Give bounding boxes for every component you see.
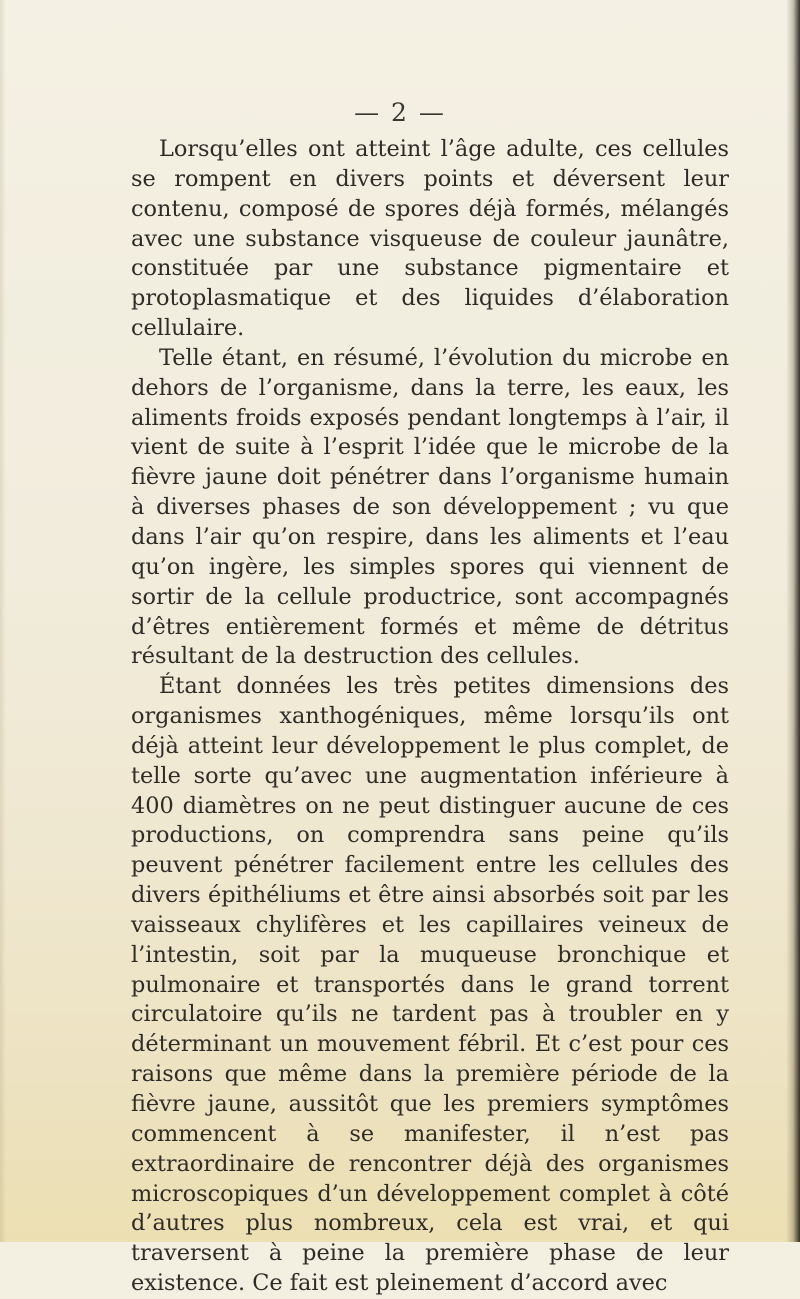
paragraph-1: Lorsqu’elles ont atteint l’âge adulte, ces cellules se rompent en divers points et déversent leur contenu, composé de spores déjà formés, mélangés avec une substance visqueuse de couleur jaunâtre, constituée par une substance pigmentaire et protoplasmatique et des liquides d’élaboration cellulaire.: [131, 136, 729, 342]
paragraph-2: Telle étant, en résumé, l’évolution du microbe en dehors de l’organisme, dans la terre, les eaux, les aliments froids exposés pendant longtemps à l’air, il vient de suite à l’esprit l’idée que le microbe de la fièvre jaune doit pénétrer dans l’organisme humain à diverses phases de son développement ; vu que dans l’air qu’on respire, dans les aliments et l’eau qu’on ingère, les simples spores qui viennent de sortir de la cellule productrice, sont accompagnés d’êtres entièrement formés et même de détritus résultant de la destruction des cellules.: [131, 344, 729, 670]
page-left-edge: [0, 0, 6, 1242]
body-text: [131, 135, 729, 1299]
paragraph-3: Étant données les très petites dimensions des organismes xanthogéniques, même lorsqu’ils ont déjà atteint leur développement le plus complet, de telle sorte qu’avec une augmentation inférieure à 400 diamètres on ne peut distinguer aucune de ces productions, on comprendra sans peine qu’ils peuvent pénétrer facilement entre les cellules des divers épithéliums et être ainsi absorbés soit par les vaisseaux chylifères et les capillaires veineux de l’intestin, soit par la muqueuse bronchique et pulmonaire et transportés dans le grand torrent circulatoire qu’ils ne tardent pas à troubler en y déterminant un mouvement fébril. Et c’est pour ces raisons que même dans la première période de la fièvre jaune, aussitôt que les premiers symptômes commencent à se manifester, il n’est pas extraordinaire de rencontrer déjà des organismes microscopiques d’un développement complet à côté d’autres plus nombreux, cela est vrai, et qui traversent à peine la première phase de leur existence. Ce fait est pleinement d’accord avec: [131, 673, 729, 1297]
page-number: — 2 —: [354, 98, 446, 127]
binding-shadow: [786, 0, 800, 1242]
